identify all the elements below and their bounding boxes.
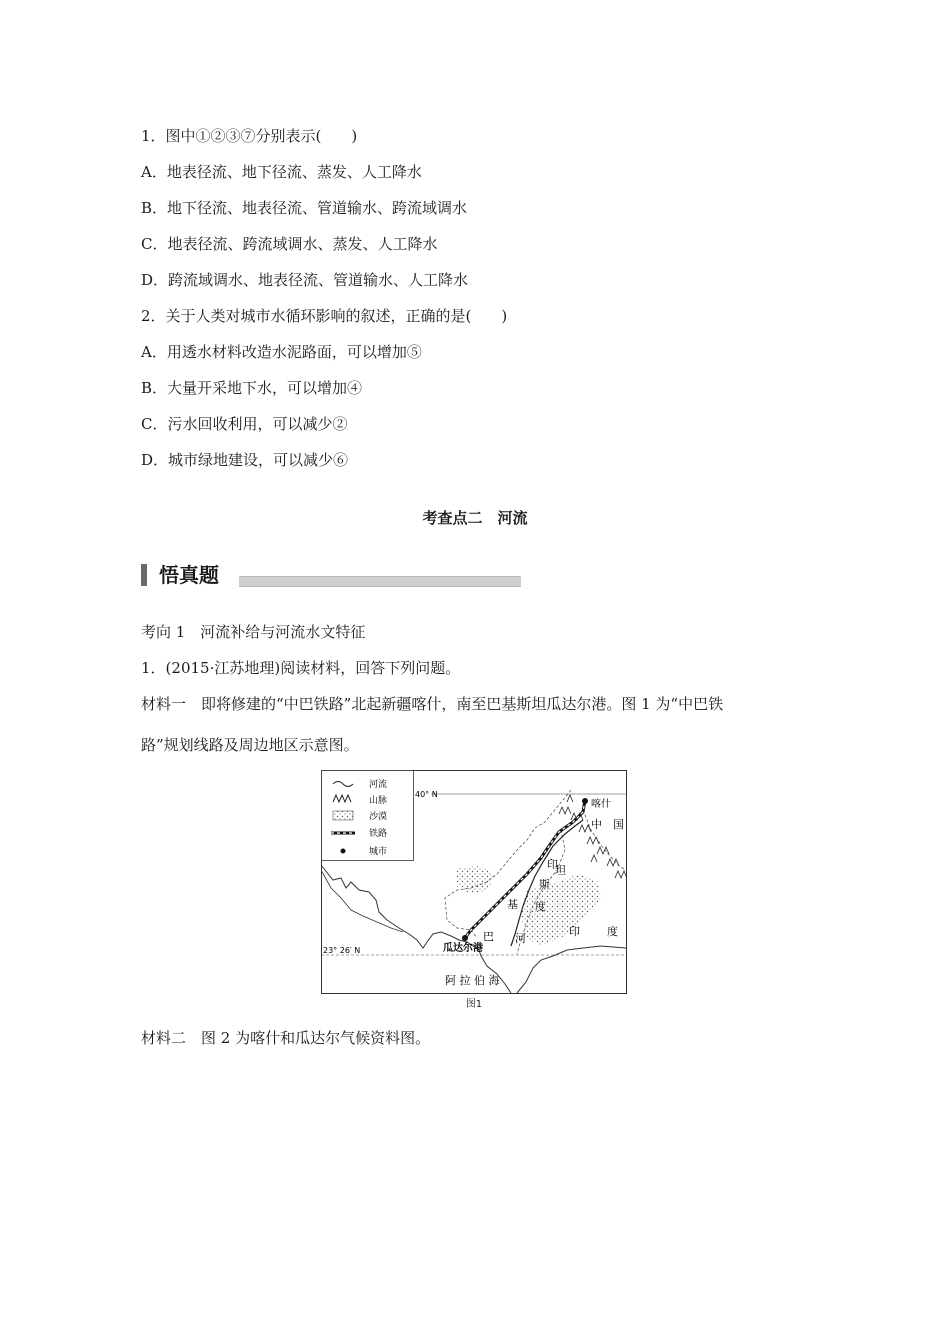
q1-option-a: A．地表径流、地下径流、蒸发、人工降水: [141, 163, 422, 181]
legend-label-desert: 沙漠: [369, 812, 388, 822]
label-river-2: 度: [535, 900, 546, 913]
label-pakistan-2: 基: [507, 898, 518, 911]
label-arabian-sea: 阿 拉 伯 海: [445, 974, 500, 987]
label-gwadar: 瓜达尔港: [443, 943, 483, 954]
lat-40-label: 40° N: [415, 790, 438, 799]
banner-rule: [239, 576, 521, 587]
material1-line1: 材料一 即将修建的“中巴铁路”北起新疆喀什，南至巴基斯坦瓜达尔港。图 1 为“中巴铁: [141, 695, 724, 713]
legend-label-city: 城市: [369, 847, 388, 857]
label-pakistan-4: 坦: [555, 864, 566, 877]
q2-stem: 2．关于人类对城市水循环影响的叙述，正确的是( ): [141, 307, 508, 325]
label-pakistan-3: 斯: [539, 878, 550, 891]
legend-desert-icon: [333, 811, 353, 820]
question-stem: 1．(2015·江苏地理)阅读材料，回答下列问题。: [141, 659, 461, 677]
label-kashgar: 喀什: [591, 799, 611, 810]
material1-line2: 路”规划线路及周边地区示意图。: [141, 736, 359, 754]
legend-label-river: 河流: [369, 780, 388, 790]
city-gwadar-dot: [462, 935, 468, 941]
label-river-3: 河: [515, 932, 526, 945]
label-china-1: 中: [591, 818, 602, 831]
label-india-2: 度: [607, 925, 618, 938]
city-kashgar-dot: [582, 798, 588, 804]
legend-label-mountain: 山脉: [369, 796, 388, 806]
section-title: 考查点二 河流: [422, 509, 528, 527]
legend-city-icon: [341, 849, 346, 854]
q1-option-d: D．跨流域调水、地表径流、管道输水、人工降水: [141, 271, 469, 289]
section-banner: [141, 562, 521, 588]
q2-option-d: D．城市绿地建设，可以减少⑥: [141, 451, 349, 469]
q2-option-c: C．污水回收利用，可以减少②: [141, 415, 348, 433]
q1-option-c: C．地表径流、跨流域调水、蒸发、人工降水: [141, 235, 438, 253]
label-india-1: 印: [569, 925, 580, 938]
legend-label-railway: 铁路: [369, 829, 388, 839]
q2-option-b: B．大量开采地下水，可以增加④: [141, 379, 363, 397]
map-figure: [321, 770, 627, 994]
label-china-2: 国: [613, 818, 624, 831]
label-river-1: 印: [547, 858, 558, 871]
banner-bar: [141, 564, 147, 586]
q1-stem: 1．图中①②③⑦分别表示( ): [141, 127, 358, 145]
tropic-label: 23° 26′ N: [323, 946, 361, 955]
direction-label: 考向 1 河流补给与河流水文特征: [141, 623, 366, 641]
material2-line: 材料二 图 2 为喀什和瓜达尔气候资料图。: [141, 1029, 431, 1047]
label-pakistan-1: 巴: [483, 930, 494, 943]
map-caption: 图1: [465, 999, 483, 1010]
q1-option-b: B．地下径流、地表径流、管道输水、跨流域调水: [141, 199, 468, 217]
q2-option-a: A．用透水材料改造水泥路面，可以增加⑤: [141, 343, 422, 361]
banner-title: 悟真题: [159, 563, 219, 587]
